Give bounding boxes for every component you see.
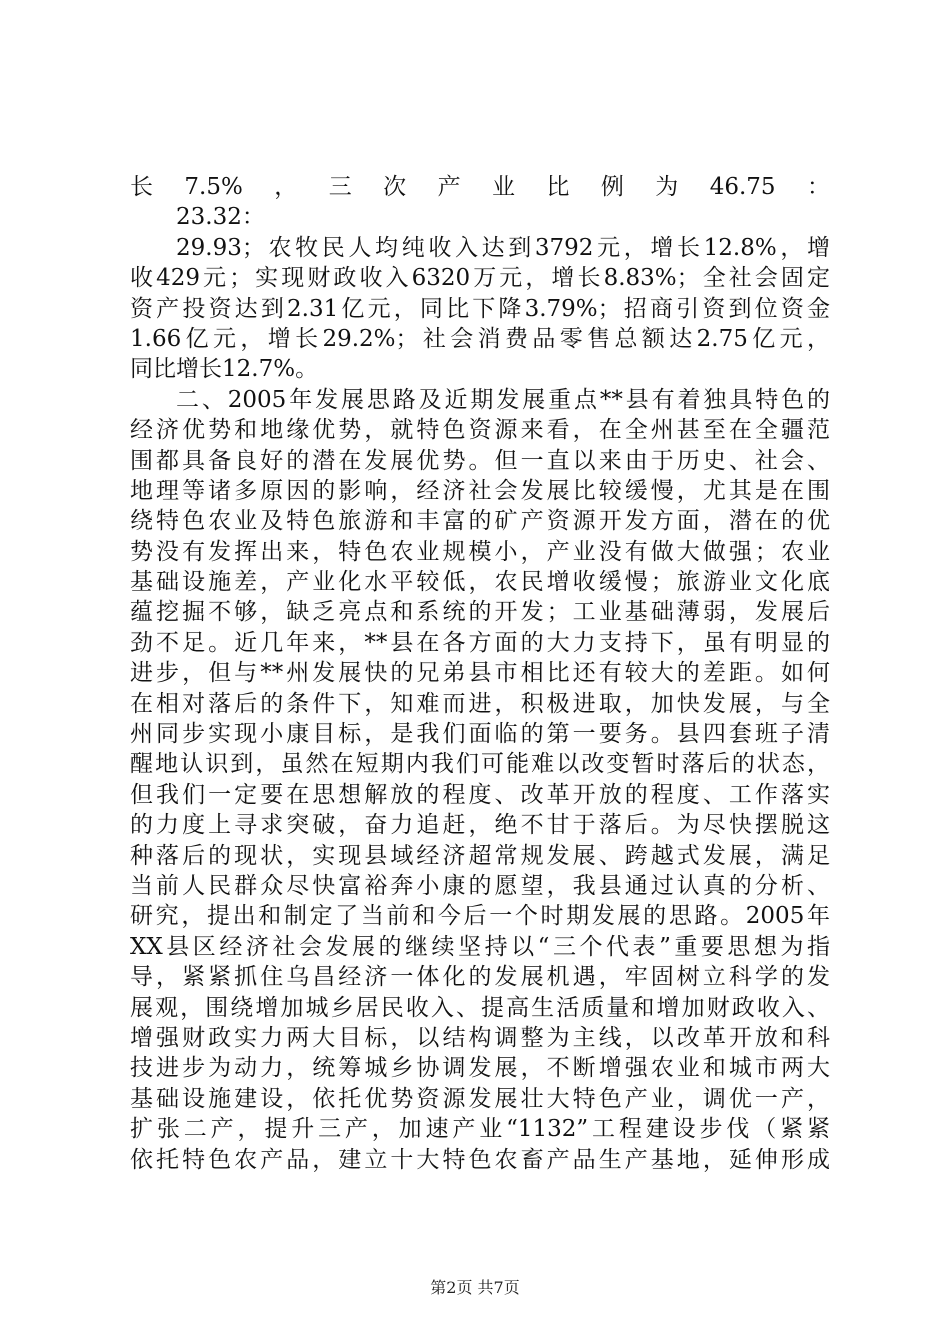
text-line-1: 长7.5%，三次产业比例为46.75： <box>130 174 830 200</box>
text-line-21: 但我们一定要在思想解放的程度、改革开放的程度、工作落实 <box>130 781 830 808</box>
text-line-12: 绕特色农业及特色旅游和丰富的矿产资源开发方面，潜在的优 <box>130 508 830 535</box>
text-line-27: 导，紧紧抓住乌昌经济一体化的发展机遇，牢固树立科学的发 <box>130 964 830 991</box>
text-line-10: 围都具备良好的潜在发展优势。但一直以来由于历史、社会、 <box>130 447 830 474</box>
text-line-31: 基础设施建设，依托优势资源发展壮大特色产业，调优一产， <box>130 1085 830 1112</box>
text-line-5: 资产投资达到2.31亿元，同比下降3.79%；招商引资到位资金 <box>130 295 830 322</box>
text-line-3: 29.93；农牧民人均纯收入达到3792元，增长12.8%，增 <box>176 234 830 261</box>
document-body <box>130 172 830 1175</box>
text-line-24: 当前人民群众尽快富裕奔小康的愿望，我县通过认真的分析、 <box>130 872 830 899</box>
text-line-16: 劲不足。近几年来，**县在各方面的大力支持下，虽有明显的 <box>130 629 830 656</box>
text-line-4: 收429元；实现财政收入6320万元，增长8.83%；全社会固定 <box>130 265 830 292</box>
text-line-8: 二、2005年发展思路及近期发展重点**县有着独具特色的 <box>176 386 830 413</box>
page-number: 第2页 共7页 <box>430 1278 520 1297</box>
text-line-13: 势没有发挥出来，特色农业规模小，产业没有做大做强；农业 <box>130 538 830 565</box>
text-line-33: 依托特色农产品，建立十大特色农畜产品生产基地，延伸形成 <box>130 1146 830 1173</box>
text-line-25: 研究，提出和制定了当前和今后一个时期发展的思路。2005年 <box>130 903 830 930</box>
text-line-9: 经济优势和地缘优势，就特色资源来看，在全州甚至在全疆范 <box>130 417 830 444</box>
text-line-15: 蕴挖掘不够，缺乏亮点和系统的开发；工业基础薄弱，发展后 <box>130 599 830 626</box>
text-line-26: XX县区经济社会发展的继续坚持以“三个代表”重要思想为指 <box>130 933 830 960</box>
text-line-32: 扩张二产，提升三产，加速产业“1132”工程建设步伐（紧紧 <box>130 1116 830 1143</box>
text-line-29: 增强财政实力两大目标，以结构调整为主线，以改革开放和科 <box>130 1024 830 1051</box>
text-line-18: 在相对落后的条件下，知难而进，积极进取，加快发展，与全 <box>130 690 830 717</box>
text-line-28: 展观，围绕增加城乡居民收入、提高生活质量和增加财政收入、 <box>130 994 830 1021</box>
text-line-19: 州同步实现小康目标，是我们面临的第一要务。县四套班子清 <box>130 721 830 748</box>
text-line-2: 23.32： <box>176 204 265 231</box>
text-line-20: 醒地认识到，虽然在短期内我们可能难以改变暂时落后的状态， <box>130 751 830 778</box>
text-line-23: 种落后的现状，实现县域经济超常规发展、跨越式发展，满足 <box>130 842 830 869</box>
text-line-11: 地理等诸多原因的影响，经济社会发展比较缓慢，尤其是在围 <box>130 477 830 504</box>
text-line-6: 1.66亿元，增长29.2%；社会消费品零售总额达2.75亿元， <box>130 325 830 352</box>
text-line-7: 同比增长12.7%。 <box>130 356 319 383</box>
text-line-17: 进步，但与**州发展快的兄弟县市相比还有较大的差距。如何 <box>130 660 830 687</box>
text-line-22: 的力度上寻求突破，奋力追赶，绝不甘于落后。为尽快摆脱这 <box>130 812 830 839</box>
text-line-30: 技进步为动力，统筹城乡协调发展，不断增强农业和城市两大 <box>130 1055 830 1082</box>
text-line-14: 基础设施差，产业化水平较低，农民增收缓慢；旅游业文化底 <box>130 569 830 596</box>
